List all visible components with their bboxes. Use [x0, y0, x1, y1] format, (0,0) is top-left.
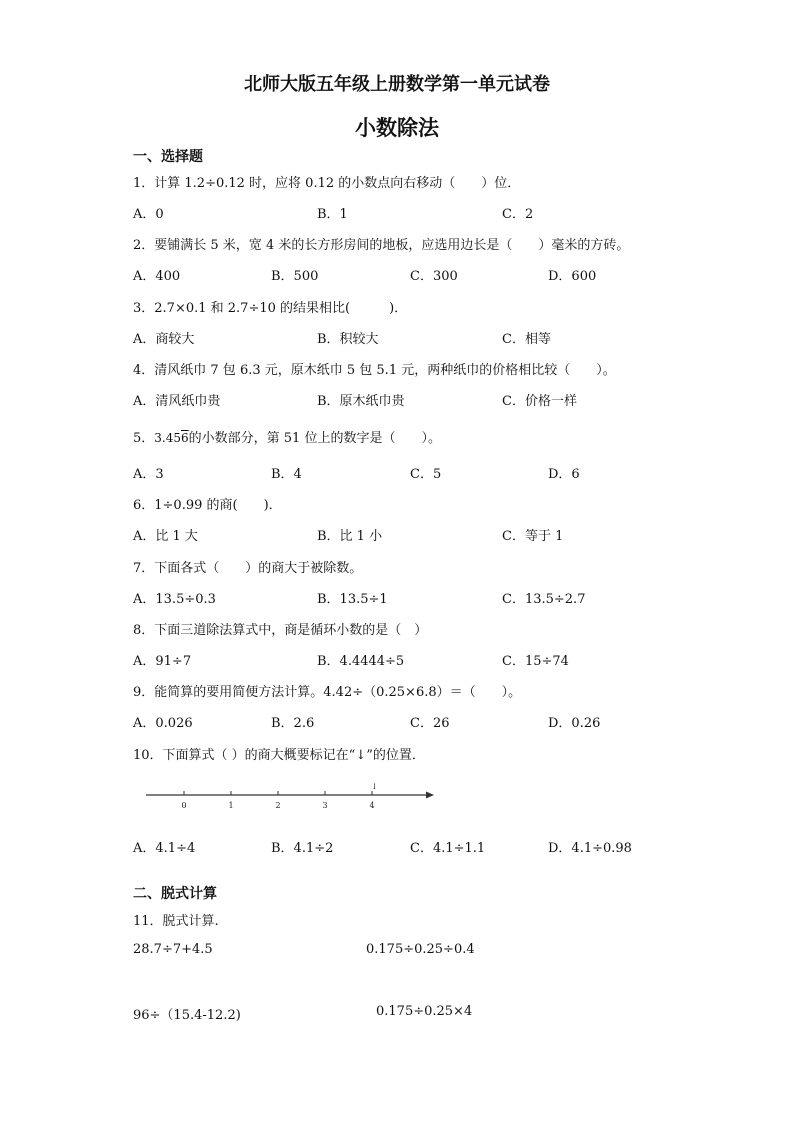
page-title: 北师大版五年级上册数学第一单元试卷: [244, 74, 550, 95]
question-9: 9．能简算的要用简便方法计算。4.42÷（0.25×6.8）＝（ ）。: [133, 685, 522, 700]
number-line-tick-label: 3: [322, 801, 328, 810]
q10-option-c[interactable]: C．4.1÷1.1: [410, 841, 486, 856]
section-heading-choice: 一、选择题: [133, 149, 203, 165]
q9-option-b[interactable]: B．2.6: [271, 716, 315, 731]
q7-option-b[interactable]: B．13.5÷1: [317, 592, 388, 607]
number-line-tick-label: 2: [275, 801, 281, 810]
q6-option-a[interactable]: A．比 1 大: [133, 529, 198, 544]
q2-option-a[interactable]: A．400: [133, 269, 181, 284]
q4-option-a[interactable]: A．清风纸巾贵: [133, 394, 221, 409]
q10-option-a[interactable]: A．4.1÷4: [133, 841, 196, 856]
question-6: 6．1÷0.99 的商( )．: [133, 498, 282, 513]
q5-suffix: 的小数部分，第 51 位上的数字是（ ）。: [188, 431, 441, 446]
q5-option-c[interactable]: C．5: [410, 467, 442, 482]
calc-expression-1: 28.7÷7+4.5: [133, 942, 213, 957]
number-line: [142, 780, 438, 814]
q1-option-a[interactable]: A．0: [133, 207, 164, 222]
question-2: 2．要铺满长 5 米，宽 4 米的长方形房间的地板，应选用边长是（ ）毫米的方砖。: [133, 238, 630, 253]
page-subtitle: 小数除法: [355, 115, 439, 140]
q10-option-b[interactable]: B．4.1÷2: [271, 841, 334, 856]
q6-option-b[interactable]: B．比 1 小: [317, 529, 383, 544]
calc-expression-3: 96÷（15.4-12.2): [133, 1008, 241, 1023]
q8-option-b[interactable]: B．4.4444÷5: [317, 654, 405, 669]
number-line-tick-label: 1: [228, 801, 234, 810]
q5-option-b[interactable]: B．4: [271, 467, 302, 482]
q4-option-c[interactable]: C．价格一样: [502, 394, 577, 409]
q4-option-b[interactable]: B．原木纸巾贵: [317, 394, 405, 409]
section-heading-calculation: 二、脱式计算: [133, 886, 217, 902]
q5-option-a[interactable]: A．3: [133, 467, 164, 482]
q10-option-d[interactable]: D．4.1÷0.98: [548, 841, 632, 856]
q6-option-c[interactable]: C．等于 1: [502, 529, 564, 544]
q5-number: 3.45: [154, 431, 181, 445]
q5-option-d[interactable]: D．6: [548, 467, 580, 482]
q1-option-b[interactable]: B．1: [317, 207, 348, 222]
question-8: 8．下面三道除法算式中，商是循环小数的是（ ）: [133, 623, 428, 638]
q5-prefix: 5．: [133, 431, 155, 446]
question-10: 10．下面算式（ ）的商大概要标记在“↓”的位置．: [133, 748, 425, 763]
q7-option-a[interactable]: A．13.5÷0.3: [133, 592, 216, 607]
q7-option-c[interactable]: C．13.5÷2.7: [502, 592, 586, 607]
q3-option-c[interactable]: C．相等: [502, 332, 551, 347]
q2-option-c[interactable]: C．300: [410, 269, 458, 284]
number-line-arrowhead: [426, 792, 434, 799]
number-line-tick-label: 4: [369, 801, 375, 810]
q9-option-d[interactable]: D．0.26: [548, 716, 601, 731]
q2-option-b[interactable]: B．500: [271, 269, 319, 284]
question-5: [133, 427, 441, 446]
q2-option-d[interactable]: D．600: [548, 269, 597, 284]
q3-option-b[interactable]: B．积较大: [317, 332, 379, 347]
q3-option-a[interactable]: A．商较大: [133, 332, 195, 347]
q8-option-c[interactable]: C．15÷74: [502, 654, 569, 669]
question-1: 1．计算 1.2÷0.12 时，应将 0.12 的小数点向右移动（ ）位．: [133, 176, 521, 191]
question-4: 4．清风纸巾 7 包 6.3 元，原木纸巾 5 包 5.1 元，两种纸巾的价格相比较（ ）。: [133, 363, 616, 378]
q8-option-a[interactable]: A．91÷7: [133, 654, 192, 669]
q5-repeating-digit: 6: [181, 431, 189, 445]
q9-option-c[interactable]: C．26: [410, 716, 450, 731]
calc-expression-2: 0.175÷0.25÷0.4: [366, 942, 475, 957]
calc-expression-4: 0.175÷0.25×4: [376, 1004, 473, 1019]
question-7: 7．下面各式（ ）的商大于被除数。: [133, 561, 363, 576]
question-3: 3．2.7×0.1 和 2.7÷10 的结果相比( )．: [133, 301, 408, 316]
q1-option-c[interactable]: C．2: [502, 207, 534, 222]
question-11: 11．脱式计算.: [133, 914, 219, 929]
q9-option-a[interactable]: A．0.026: [133, 716, 193, 731]
number-line-tick-label: 0: [181, 801, 187, 810]
number-line-marker-arrow: ↓: [370, 782, 378, 791]
